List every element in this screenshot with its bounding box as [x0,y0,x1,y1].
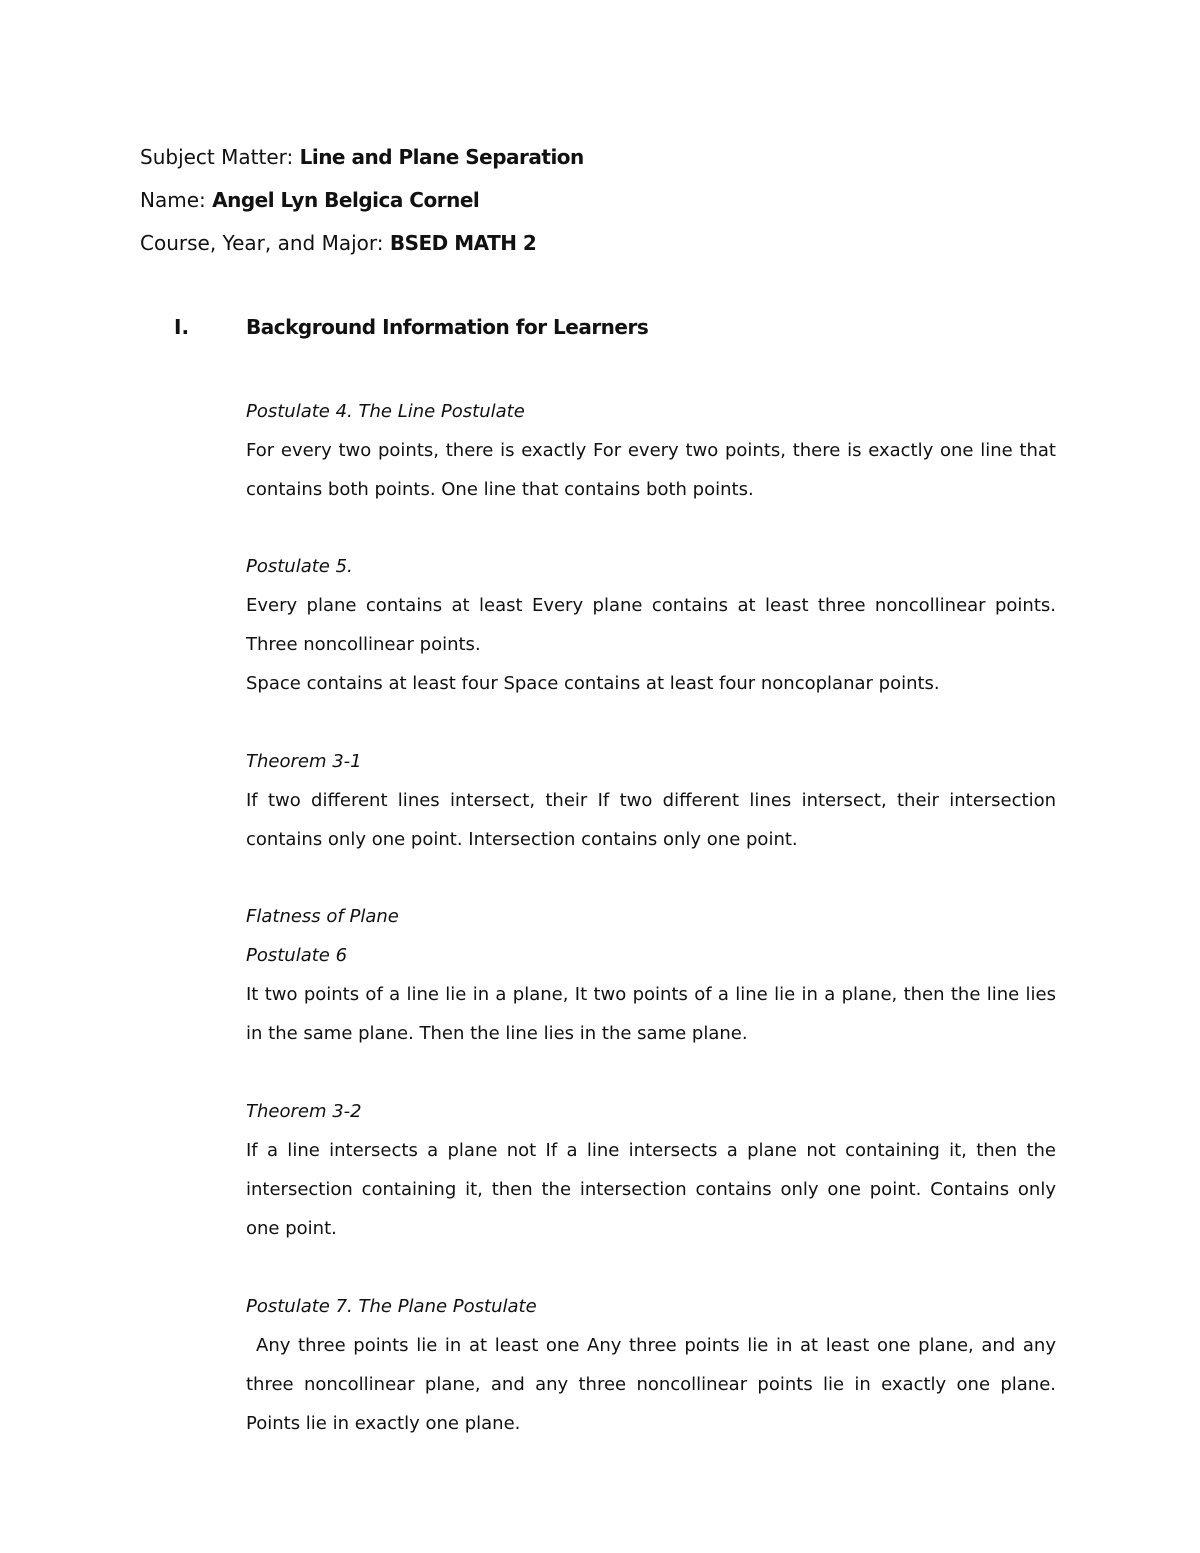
postulate-5-body [246,586,1056,703]
theorem-3-1-text: If two different lines intersect, their If two different lines intersect, their intersection contains only one point. Intersection contains only one point. [246,790,1056,850]
postulate-7-block [246,1287,1056,1443]
theorem-3-2-block [246,1092,1056,1248]
theorem-3-2-text: If a line intersects a plane not If a line intersects a plane not containing it, then the intersection containing it, then the intersection contains only one point. Contains only one point. [246,1140,1056,1239]
postulate-5-block [246,547,1056,703]
postulate-5-title: Postulate 5. [246,556,353,577]
theorem-3-2-title: Theorem 3-2 [246,1101,362,1122]
course-value: BSED MATH 2 [389,231,537,255]
subject-matter-label: Subject Matter: [140,145,300,169]
name-line [140,186,479,214]
theorem-3-1-title: Theorem 3-1 [246,751,362,772]
postulate-7-title: Postulate 7. The Plane Postulate [246,1296,537,1317]
course-line [140,229,536,257]
postulate-4-block [246,392,1056,509]
subject-matter-value: Line and Plane Separation [299,145,584,169]
postulate-5-paragraph-2: Space contains at least four Space contains at least four noncoplanar points. [246,673,940,694]
section-title: Background Information for Learners [246,315,649,339]
postulate-6-title: Postulate 6 [246,945,348,966]
section-number: I. [174,315,190,339]
postulate-5-paragraph-1: Every plane contains at least Every plane contains at least three noncollinear points. Three noncollinear points. [246,595,1056,655]
postulate-7-text: Any three points lie in at least one Any three points lie in at least one plane, and any three noncollinear plane, and any three noncollinear points lie in exactly one plane. Points lie in exactly one plane. [246,1335,1056,1434]
name-value: Angel Lyn Belgica Cornel [212,188,480,212]
postulate-4-text: For every two points, there is exactly For every two points, there is exactly one line that contains both points. One line that contains both points. [246,440,1056,500]
theorem-3-1-block [246,742,1056,859]
postulate-6-text: It two points of a line lie in a plane, It two points of a line lie in a plane, then the line lies in the same plane. Then the line lies in the same plane. [246,984,1056,1044]
subject-matter-line [140,143,584,171]
course-label: Course, Year, and Major: [140,231,390,255]
postulate-6-block [246,897,1056,1053]
name-label: Name: [140,188,213,212]
flatness-of-plane-title: Flatness of Plane [246,906,399,927]
section-heading [174,313,648,341]
postulate-4-title: Postulate 4. The Line Postulate [246,401,525,422]
